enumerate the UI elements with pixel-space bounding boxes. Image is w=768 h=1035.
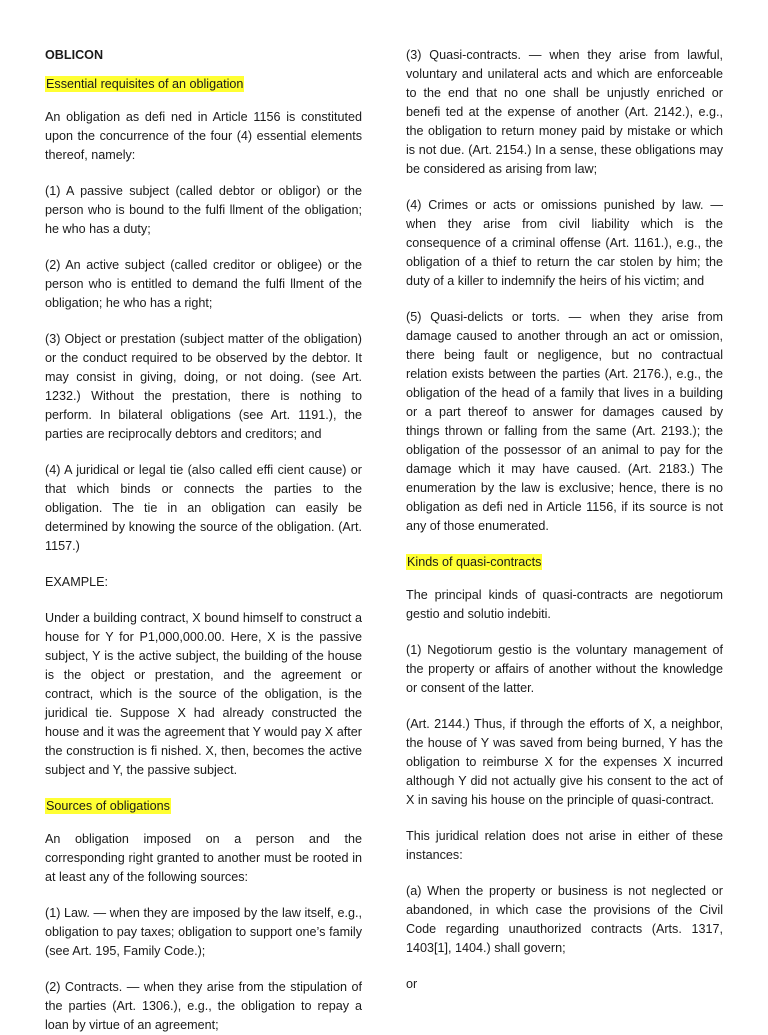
highlight: Sources of obligations bbox=[46, 799, 170, 813]
example-label: EXAMPLE: bbox=[45, 575, 108, 589]
paragraph-example: Under a building contract, X bound himself to construct a house for Y for P1,000,000.00. Here, X is the passive subject, Y is the active subject, the building of the house is the object or prestation, and the agreement or contract, which is the source of the obligation, is the juridical tie. Suppose X had already constructed the house and it was the agreement that Y would pay X after the construction is fi nished. X, then, becomes the active subject and Y, the passive subject. bbox=[45, 611, 362, 777]
paragraph-negotiorum-gestio: (1) Negotiorum gestio is the voluntary management of the property or affairs of another without the knowledge or consent of the latter. bbox=[406, 643, 723, 695]
highlight: Kinds of quasi-contracts bbox=[407, 555, 542, 569]
paragraph-active-subject: (2) An active subject (called creditor or obligee) or the person who is entitled to demand the fulfi llment of the obligation; he who has a right; bbox=[45, 258, 362, 310]
paragraph-sources-intro: An obligation imposed on a person and the corresponding right granted to another must be rooted in at least any of the following sources: bbox=[45, 832, 362, 884]
paragraph-kinds-intro: The principal kinds of quasi-contracts are negotiorum gestio and solutio indebiti. bbox=[406, 588, 723, 621]
paragraph-passive-subject: (1) A passive subject (called debtor or obligor) or the person who is bound to the fulfi llment of the obligation; he who has a duty; bbox=[45, 184, 362, 236]
paragraph-source-contracts: (2) Contracts. — when they arise from the stipulation of the parties (Art. 1306.), e.g., the obligation to repay a loan by virtue of an agreement; bbox=[45, 980, 362, 1032]
text-or: or bbox=[406, 977, 418, 991]
paragraph-object-prestation: (3) Object or prestation (subject matter of the obligation) or the conduct required to be observed by the debtor. It may consist in giving, doing, or not doing. (see Art. 1232.) Without the prestation, there is nothing to perform. In bilateral obligations (see Art. 1191.), the parties are reciprocally debtors and creditors; and bbox=[45, 332, 362, 441]
paragraph-source-quasi-contracts: (3) Quasi-contracts. — when they arise from lawful, voluntary and unilateral acts and which are enforceable to the end that no one shall be unjustly enriched or benefi ted at the expense of another (Art. 2142.), e.g., the obligation to return money paid by mistake or which is not due. (Art. 2154.) In a sense, these obligations may be considered as arising from law; bbox=[406, 48, 723, 176]
paragraph-not-arise: This juridical relation does not arise in either of these instances: bbox=[406, 829, 723, 862]
paragraph-juridical-tie: (4) A juridical or legal tie (also called effi cient cause) or that which binds or connects the parties to the obligation. The tie in an obligation can easily be determined by knowing the source of the obligation. (Art. 1157.) bbox=[45, 463, 362, 553]
document-title: OBLICON bbox=[45, 48, 104, 62]
right-column bbox=[406, 46, 723, 994]
heading-kinds-quasi-contracts bbox=[406, 553, 723, 572]
heading-essential-requisites bbox=[45, 75, 362, 94]
paragraph-instance-a: (a) When the property or business is not neglected or abandoned, in which case the provisions of the Civil Code regarding unauthorized contracts (Arts. 1317, 1403[1], 1404.) shall govern; bbox=[406, 884, 723, 955]
left-column bbox=[45, 46, 362, 1035]
paragraph-negotiorum-example: (Art. 2144.) Thus, if through the efforts of X, a neighbor, the house of Y was saved from being burned, Y has the obligation to reimburse X for the expenses X incurred although Y did not actually give his consent to the act of X in saving his house on the principle of quasi-contract. bbox=[406, 717, 723, 807]
heading-sources bbox=[45, 797, 362, 816]
paragraph-source-crimes: (4) Crimes or acts or omissions punished by law. — when they arise from civil liability which is the consequence of a criminal offense (Art. 1161.), e.g., the obligation of a thief to return the car stolen by him; the duty of a killer to indemnify the heirs of his victim; and bbox=[406, 198, 723, 288]
paragraph-source-law: (1) Law. — when they are imposed by the law itself, e.g., obligation to pay taxes; obligation to support one’s family (see Art. 195, Family Code.); bbox=[45, 906, 362, 958]
paragraph-source-quasi-delicts: (5) Quasi-delicts or torts. — when they arise from damage caused to another through an act or omission, there being fault or negligence, but no contractual relation exists between the parties (Art. 2176.), e.g., the obligation of the head of a family that lives in a building or a part thereof to answer for damages caused by things thrown or falling from the same (Art. 2193.); the obligation of the possessor of an animal to pay for the damage which it may have caused. (Art. 2183.) The enumeration by the law is exclusive; hence, there is no obligation as defi ned in Article 1156, if its source is not any of those enumerated. bbox=[406, 310, 723, 533]
paragraph-intro: An obligation as defi ned in Article 1156 is constituted upon the concurrence of the four (4) essential elements thereof, namely: bbox=[45, 110, 362, 162]
highlight: Essential requisites of an obligation bbox=[46, 77, 244, 91]
